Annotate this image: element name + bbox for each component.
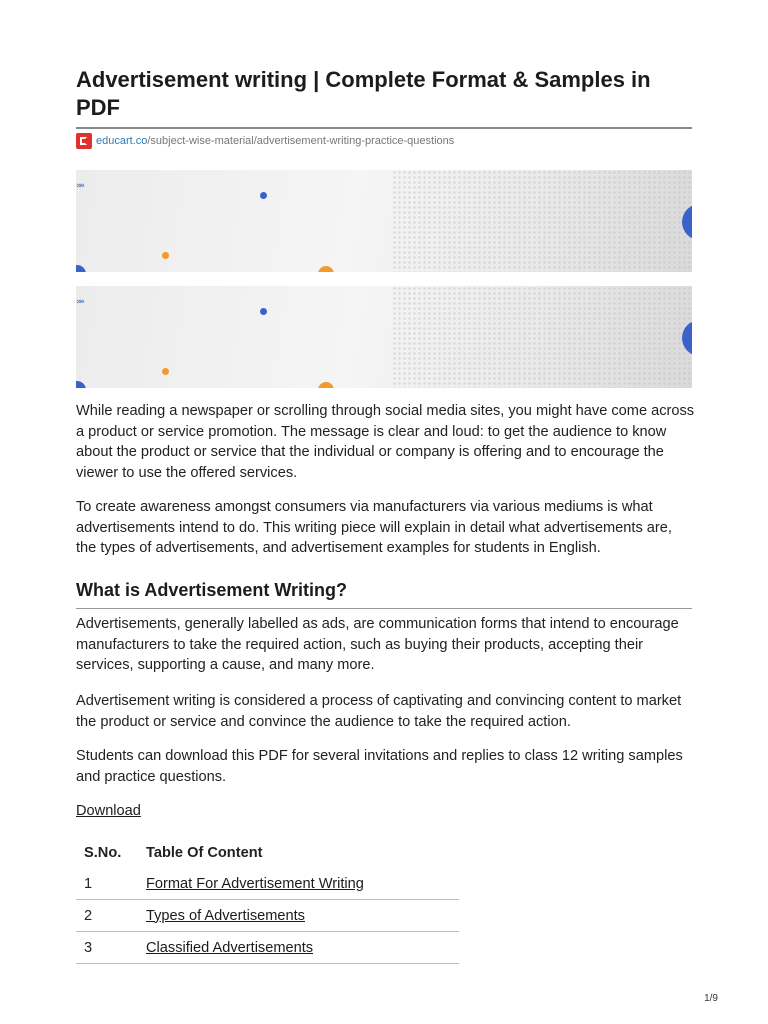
intro-paragraph-2: To create awareness amongst consumers via manufacturers via various mediums is what advertisements intend to do. This writing piece will explain in detail what advertisements are, the types of advertisements, and advertisement examples for students in English. [76,499,672,556]
orange-circle [318,266,334,272]
source-url[interactable] [76,132,454,150]
dot-pattern [392,286,692,388]
orange-dot [162,252,169,259]
row-number: 1 [76,868,138,900]
source-path[interactable]: /subject-wise-material/advertisement-writing-practice-questions [147,135,455,147]
section-divider [76,608,692,609]
blue-dot [260,192,267,199]
section-paragraph-3: Students can download this PDF for several invitations and replies to class 12 writing samples and practice questions. [76,748,683,785]
toc-link[interactable]: Types of Advertisements [146,907,305,924]
page-title: Advertisement writing | Complete Format & Samples in PDF [76,67,651,120]
section-paragraph-2: Advertisement writing is considered a process of captivating and convincing content to market the product or service and convince the audience to take the required action. [76,693,682,730]
row-number: 3 [76,932,138,964]
orange-dot [162,368,169,375]
row-content-cell [138,932,459,964]
row-content-cell [138,868,459,900]
orange-circle [318,382,334,388]
table-row [76,900,459,932]
toc-link[interactable]: Format For Advertisement Writing [146,875,364,892]
blue-corner-circle [76,265,86,272]
table-of-contents [76,838,459,964]
intro-paragraph-1: While reading a newspaper or scrolling through social media sites, you might have come across a product or service promotion. The message is clear and loud: to get the audience to know about the product or service that the individual or company is offering and to encourage the viewer to use the offered services. [76,403,695,481]
table-header-row [76,838,459,868]
blue-dot [260,308,267,315]
table-row [76,932,459,964]
educart-logo-icon [76,133,92,149]
source-domain[interactable]: educart.co [96,135,148,147]
table-row [76,868,459,900]
section-heading: What is Advertisement Writing? [76,580,348,600]
row-content-cell [138,900,459,932]
double-chevron-icon: »» [76,297,84,307]
dot-pattern [392,170,692,272]
banner-image-2 [76,286,692,388]
toc-link[interactable]: Classified Advertisements [146,939,314,956]
row-number: 2 [76,900,138,932]
page-number: 1/9 [704,993,718,1004]
download-link[interactable]: Download [76,803,141,819]
blue-corner-circle [76,381,86,388]
column-header-content: Table Of Content [146,845,263,861]
double-chevron-icon: »» [76,181,84,191]
column-header-sno: S.No. [84,845,122,861]
title-divider [76,127,692,129]
banner-image-1 [76,170,692,272]
section-paragraph-1: Advertisements, generally labelled as ads, are communication forms that intend to encourage manufacturers to take the required action, such as buying their products, accepting their services, supporting a cause, and many more. [76,616,679,673]
